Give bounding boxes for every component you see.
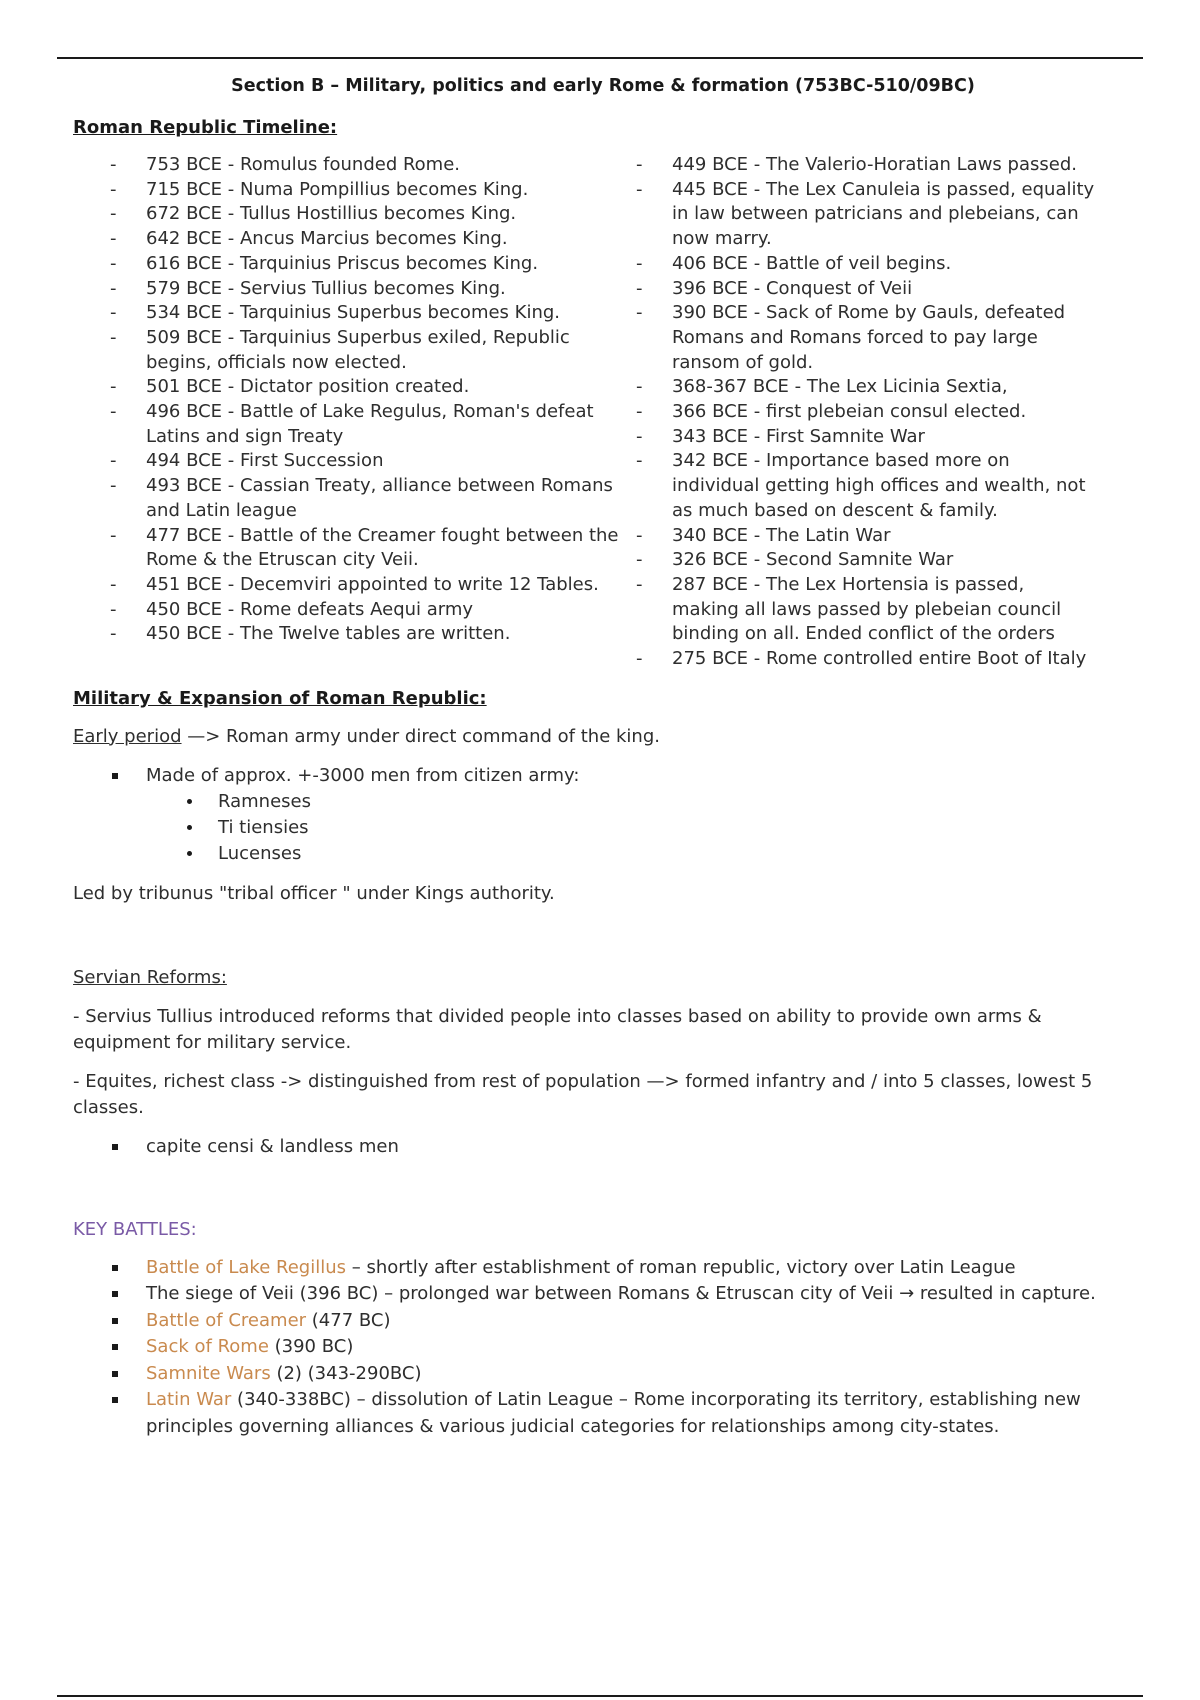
- timeline-item: - 534 BCE - Tarquinius Superbus becomes King.: [73, 301, 636, 326]
- bottom-rule: [57, 1695, 1143, 1697]
- timeline-item: - 451 BCE - Decemviri appointed to write 12 Tables.: [73, 573, 636, 598]
- timeline-item: - 326 BCE - Second Samnite War: [636, 548, 1096, 573]
- timeline-item: - 496 BCE - Battle of Lake Regulus, Roman's defeat Latins and sign Treaty: [73, 400, 636, 449]
- timeline-item: - 616 BCE - Tarquinius Priscus becomes King.: [73, 252, 636, 277]
- servian-para-1: - Servius Tullius introduced reforms that divided people into classes based on ability to provide own arms & equipment for military service.: [73, 1006, 1042, 1054]
- timeline-item: - 342 BCE - Importance based more on individual getting high offices and wealth, not as much based on descent & family.: [636, 449, 1096, 523]
- battle-name: Battle of Creamer: [146, 1309, 307, 1331]
- early-period-text: —> Roman army under direct command of the king.: [181, 725, 660, 747]
- timeline-item: - 450 BCE - The Twelve tables are written.: [73, 622, 636, 647]
- timeline-right-column: [636, 153, 1096, 672]
- timeline-item: - 715 BCE - Numa Pompillius becomes King.: [73, 178, 636, 203]
- army-list: [73, 763, 1133, 790]
- section-title: Section B – Military, politics and early Rome & formation (753BC-510/09BC): [231, 76, 975, 96]
- servian-bullet: capite censi & landless men: [73, 1134, 1133, 1161]
- battle-item: [73, 1308, 1133, 1335]
- timeline-left-column: [73, 153, 636, 672]
- battle-description: (477 BC): [306, 1309, 391, 1331]
- timeline-item: - 672 BCE - Tullus Hostillius becomes King.: [73, 202, 636, 227]
- battle-item: [73, 1255, 1133, 1282]
- military-heading: Military & Expansion of Roman Republic:: [73, 687, 487, 709]
- top-rule: [57, 57, 1143, 59]
- battle-name: Latin War: [146, 1389, 232, 1411]
- timeline-columns: [73, 153, 1133, 672]
- battle-name: Sack of Rome: [146, 1336, 269, 1358]
- timeline-heading: Roman Republic Timeline:: [73, 117, 338, 138]
- timeline-item: - 390 BCE - Sack of Rome by Gauls, defeated Romans and Romans forced to pay large ransom of gold.: [636, 301, 1096, 375]
- battle-item: [73, 1281, 1133, 1308]
- timeline-item: - 396 BCE - Conquest of Veii: [636, 277, 1096, 302]
- timeline-item: - 753 BCE - Romulus founded Rome.: [73, 153, 636, 178]
- battle-item: [73, 1387, 1133, 1440]
- battle-item: [73, 1334, 1133, 1361]
- servian-para-2: - Equites, richest class -> distinguished from rest of population —> formed infantry and / into 5 classes, lowest 5 classes.: [73, 1071, 1093, 1119]
- timeline-item: - 449 BCE - The Valerio-Horatian Laws passed.: [636, 153, 1096, 178]
- timeline-item: - 642 BCE - Ancus Marcius becomes King.: [73, 227, 636, 252]
- timeline-item: - 579 BCE - Servius Tullius becomes King.: [73, 277, 636, 302]
- timeline-item: - 340 BCE - The Latin War: [636, 524, 1096, 549]
- timeline-item: - 366 BCE - first plebeian consul elected.: [636, 400, 1096, 425]
- timeline-item: - 406 BCE - Battle of veil begins.: [636, 252, 1096, 277]
- timeline-item: - 445 BCE - The Lex Canuleia is passed, equality in law between patricians and plebeians, can now marry.: [636, 178, 1096, 252]
- battle-description: (390 BC): [268, 1336, 354, 1358]
- battle-name: Samnite Wars: [146, 1362, 271, 1384]
- led-by-text: Led by tribunus "tribal officer " under Kings authority.: [73, 883, 555, 905]
- tribe-item: Ti tiensies: [73, 815, 1133, 841]
- tribes-list: [73, 789, 1133, 867]
- timeline-item: - 493 BCE - Cassian Treaty, alliance between Romans and Latin league: [73, 474, 636, 523]
- timeline-item: - 450 BCE - Rome defeats Aequi army: [73, 598, 636, 623]
- timeline-item: - 477 BCE - Battle of the Creamer fought between the Rome & the Etruscan city Veii.: [73, 524, 636, 573]
- tribe-item: Ramneses: [73, 789, 1133, 815]
- timeline-item: - 368-367 BCE - The Lex Licinia Sextia,: [636, 375, 1096, 400]
- timeline-item: - 494 BCE - First Succession: [73, 449, 636, 474]
- timeline-item: - 275 BCE - Rome controlled entire Boot of Italy: [636, 647, 1096, 672]
- timeline-item: - 343 BCE - First Samnite War: [636, 425, 1096, 450]
- key-battles-heading: KEY BATTLES:: [73, 1218, 197, 1240]
- battle-item: [73, 1361, 1133, 1388]
- tribe-item: Lucenses: [73, 841, 1133, 867]
- early-period-label: Early period: [73, 725, 182, 747]
- battle-description: – shortly after establishment of roman republic, victory over Latin League: [346, 1256, 1016, 1278]
- early-period-line: [73, 724, 1133, 750]
- timeline-right-list: [636, 153, 1096, 672]
- battle-description: (340-338BC) – dissolution of Latin League – Rome incorporating its territory, establishing new principles governing alliances & various judicial categories for relationships among city-states.: [146, 1389, 1081, 1437]
- servian-list: [73, 1134, 1133, 1161]
- army-bullet: Made of approx. +-3000 men from citizen army:: [73, 763, 1133, 790]
- timeline-item: - 509 BCE - Tarquinius Superbus exiled, Republic begins, officials now elected.: [73, 326, 636, 375]
- timeline-item: - 501 BCE - Dictator position created.: [73, 375, 636, 400]
- document-page: [73, 70, 1133, 1440]
- timeline-left-list: [73, 153, 636, 647]
- timeline-item: - 287 BCE - The Lex Hortensia is passed, making all laws passed by plebeian council binding on all. Ended conflict of the orders: [636, 573, 1096, 647]
- battle-name: Battle of Lake Regillus: [146, 1256, 346, 1278]
- servian-heading: Servian Reforms:: [73, 967, 227, 989]
- key-battles-list: [73, 1255, 1133, 1441]
- battle-description: (2) (343-290BC): [270, 1362, 422, 1384]
- battle-description: The siege of Veii (396 BC) – prolonged war between Romans & Etruscan city of Veii → resulted in capture.: [146, 1283, 1096, 1305]
